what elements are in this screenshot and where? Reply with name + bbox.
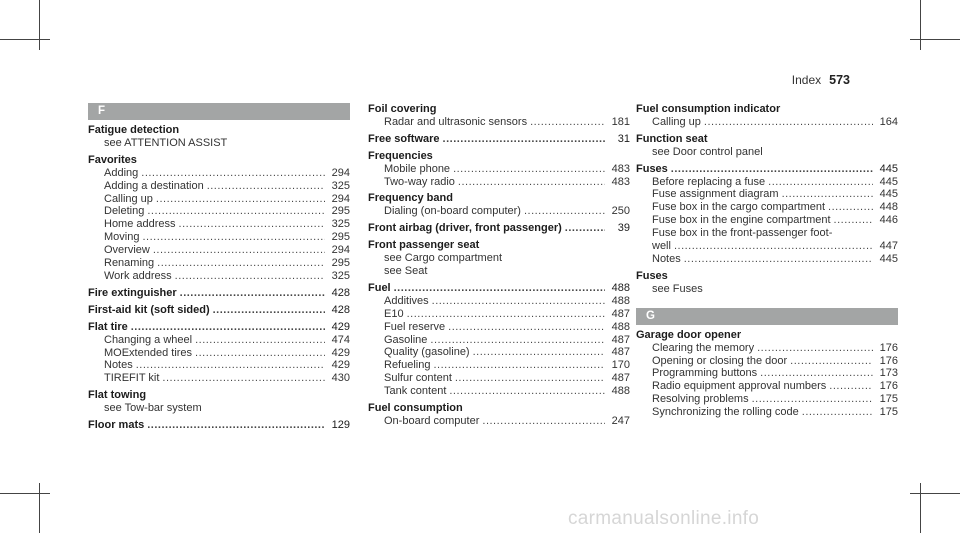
index-entry xyxy=(368,150,630,189)
see-reference[interactable]: see Cargo compartment xyxy=(384,252,502,265)
sub-entry-text: Overview xyxy=(104,244,150,257)
entry-heading[interactable] xyxy=(636,270,898,283)
leader-dots xyxy=(142,231,325,244)
leader-dots xyxy=(565,222,605,235)
leader-dots xyxy=(131,321,325,334)
page-ref[interactable]: 295 xyxy=(331,257,350,270)
crop-mark xyxy=(910,493,960,494)
sub-entry[interactable] xyxy=(636,176,898,189)
sub-entry[interactable] xyxy=(368,321,630,334)
page-ref[interactable]: 488 xyxy=(611,385,630,398)
header-label: Index xyxy=(791,73,822,87)
entry-heading[interactable] xyxy=(88,321,350,334)
sub-entry[interactable] xyxy=(368,346,630,359)
sub-entry[interactable] xyxy=(636,188,898,201)
sub-entry-text: Fuse box in the front-passenger foot- xyxy=(652,227,833,240)
entry-heading[interactable] xyxy=(88,124,350,137)
page-ref[interactable]: 445 xyxy=(879,162,898,175)
index-entry xyxy=(88,389,350,415)
page-ref[interactable]: 488 xyxy=(611,320,630,333)
entry-heading-text: Foil covering xyxy=(368,103,437,115)
sub-entry-text: Gasoline xyxy=(384,333,428,346)
sub-entry-text: Synchronizing the rolling code xyxy=(652,406,799,419)
leader-dots xyxy=(448,321,605,334)
sub-entry[interactable] xyxy=(88,347,350,360)
entry-heading[interactable] xyxy=(88,389,350,402)
sub-entry[interactable] xyxy=(368,385,630,398)
sub-entry-text: Clearing the memory xyxy=(652,341,755,354)
entry-heading[interactable] xyxy=(368,150,630,163)
sub-entry[interactable] xyxy=(368,205,630,218)
sub-entry[interactable] xyxy=(88,372,350,385)
index-entry xyxy=(636,163,898,266)
sub-entry[interactable] xyxy=(636,355,898,368)
page-ref[interactable]: 445 xyxy=(879,175,898,188)
entry-heading-text: First-aid kit (soft sided) xyxy=(88,303,210,316)
sub-entry[interactable] xyxy=(636,393,898,406)
leader-dots xyxy=(757,342,873,355)
entry-heading-text: Fuel consumption xyxy=(368,402,463,415)
sub-entry-text: Home address xyxy=(104,218,176,231)
leader-dots xyxy=(453,163,605,176)
page-ref[interactable]: 31 xyxy=(617,132,630,145)
index-entry xyxy=(88,124,350,150)
page-ref[interactable]: 487 xyxy=(611,372,630,385)
leader-dots xyxy=(175,270,325,283)
index-entry xyxy=(636,270,898,296)
entry-heading[interactable] xyxy=(636,329,898,342)
page-ref[interactable]: 487 xyxy=(611,333,630,346)
page-ref[interactable]: 429 xyxy=(331,346,350,359)
sub-entry-text: Quality (gasoline) xyxy=(384,346,470,359)
see-reference[interactable]: see Fuses xyxy=(652,282,703,295)
page-ref[interactable]: 447 xyxy=(879,240,898,253)
index-column-3 xyxy=(636,103,898,419)
sub-entry[interactable] xyxy=(88,180,350,193)
page-ref[interactable]: 294 xyxy=(331,166,350,179)
sub-entry-text: TIREFIT kit xyxy=(104,372,160,385)
entry-heading[interactable] xyxy=(88,419,350,432)
entry-heading-text: Flat towing xyxy=(88,389,147,402)
index-entry xyxy=(88,154,350,283)
leader-dots xyxy=(829,380,873,393)
sub-entry-text: Resolving problems xyxy=(652,393,749,406)
page-ref[interactable]: 164 xyxy=(879,115,898,128)
sub-entry-text: Before replacing a fuse xyxy=(652,175,766,188)
leader-dots xyxy=(141,167,325,180)
sub-entry-text: Radio equipment approval numbers xyxy=(652,380,827,393)
leader-dots xyxy=(147,205,325,218)
index-entry xyxy=(368,239,630,278)
leader-dots xyxy=(195,347,325,360)
watermark: carmanualsonline.info xyxy=(568,508,760,529)
entry-heading-text: Fuel consumption indicator xyxy=(636,103,781,115)
sub-entry[interactable] xyxy=(88,359,350,372)
sub-entry-text: Work address xyxy=(104,269,172,282)
leader-dots xyxy=(790,355,873,368)
page-ref[interactable]: 325 xyxy=(331,218,350,231)
sub-entry[interactable] xyxy=(368,359,630,372)
leader-dots xyxy=(153,244,325,257)
leader-dots xyxy=(156,193,325,206)
page-ref[interactable]: 474 xyxy=(331,333,350,346)
page-ref[interactable]: 250 xyxy=(611,205,630,218)
leader-dots xyxy=(162,372,325,385)
entry-heading[interactable] xyxy=(88,287,350,300)
sub-entry[interactable] xyxy=(368,295,630,308)
sub-entry[interactable] xyxy=(636,342,898,355)
sub-entry[interactable] xyxy=(636,214,898,227)
entry-heading[interactable] xyxy=(368,402,630,415)
sub-entry[interactable] xyxy=(636,240,898,253)
entry-heading[interactable] xyxy=(368,282,630,295)
index-entry xyxy=(368,222,630,235)
crop-mark xyxy=(0,493,50,494)
index-entry xyxy=(636,329,898,419)
leader-dots xyxy=(407,308,605,321)
leader-dots xyxy=(482,415,605,428)
entry-heading-text: Front airbag (driver, front passenger) xyxy=(368,222,562,235)
index-entry xyxy=(368,282,630,398)
sub-entry[interactable] xyxy=(368,116,630,129)
sub-entry-text: Additives xyxy=(384,294,429,307)
entry-heading[interactable] xyxy=(88,154,350,167)
leader-dots xyxy=(524,205,605,218)
page-ref[interactable]: 430 xyxy=(331,372,350,385)
index-entry xyxy=(636,103,898,129)
see-reference[interactable]: see Door control panel xyxy=(652,145,763,158)
leader-dots xyxy=(752,393,873,406)
page-ref[interactable]: 175 xyxy=(879,406,898,419)
sub-entry-text: Calling up xyxy=(652,115,701,128)
entry-heading-text: Free software xyxy=(368,132,440,145)
page-ref[interactable]: 247 xyxy=(611,414,630,427)
entry-heading[interactable] xyxy=(88,304,350,317)
leader-dots xyxy=(782,188,873,201)
leader-dots xyxy=(530,116,605,129)
page-ref[interactable]: 483 xyxy=(611,175,630,188)
sub-entry-text: Adding a destination xyxy=(104,179,204,192)
leader-dots xyxy=(207,180,325,193)
sub-entry-text: Adding xyxy=(104,166,139,179)
sub-entry[interactable] xyxy=(368,163,630,176)
sub-entry-text: Calling up xyxy=(104,192,153,205)
page-ref[interactable]: 173 xyxy=(879,367,898,380)
leader-dots xyxy=(432,295,605,308)
entry-heading-text: Frequencies xyxy=(368,149,433,162)
page-ref[interactable]: 325 xyxy=(331,269,350,282)
entry-heading[interactable] xyxy=(636,103,898,116)
sub-entry-text: On-board computer xyxy=(384,414,480,427)
index-entry xyxy=(368,402,630,428)
leader-dots xyxy=(195,334,325,347)
page-ref[interactable]: 488 xyxy=(611,294,630,307)
page-ref[interactable]: 487 xyxy=(611,307,630,320)
index-entry xyxy=(368,103,630,129)
index-entry xyxy=(88,321,350,386)
sub-entry[interactable] xyxy=(88,270,350,283)
sub-entry[interactable] xyxy=(636,201,898,214)
sub-entry-text: Two-way radio xyxy=(384,175,455,188)
leader-dots xyxy=(704,116,873,129)
leader-dots xyxy=(828,201,873,214)
sub-entry[interactable] xyxy=(88,257,350,270)
leader-dots xyxy=(768,176,873,189)
section-header-f: F xyxy=(88,103,350,120)
leader-dots xyxy=(157,257,325,270)
sub-entry-text: Renaming xyxy=(104,257,155,270)
entry-heading-text: Flat tire xyxy=(88,320,128,333)
sub-entry-text: Fuel reserve xyxy=(384,320,446,333)
crop-mark xyxy=(39,0,40,50)
page-ref[interactable]: 39 xyxy=(617,222,630,235)
crop-mark xyxy=(0,39,50,40)
sub-entry-text: Sulfur content xyxy=(384,372,452,385)
page-header xyxy=(792,73,850,87)
page-ref[interactable]: 175 xyxy=(879,393,898,406)
leader-dots xyxy=(430,334,605,347)
page-ref[interactable]: 129 xyxy=(331,419,350,432)
leader-dots xyxy=(394,282,605,295)
sub-entry-text: Refueling xyxy=(384,359,431,372)
page-ref[interactable]: 445 xyxy=(879,252,898,265)
sub-entry-text: Fuse box in the engine compartment xyxy=(652,214,831,227)
sub-entry[interactable] xyxy=(636,406,898,419)
page-ref[interactable]: 446 xyxy=(879,214,898,227)
page-ref[interactable]: 181 xyxy=(611,115,630,128)
entry-heading[interactable] xyxy=(368,192,630,205)
leader-dots xyxy=(136,359,325,372)
crop-mark xyxy=(920,0,921,50)
sub-entry-text: Programming buttons xyxy=(652,367,758,380)
page-ref[interactable]: 487 xyxy=(611,346,630,359)
crop-mark xyxy=(920,483,921,533)
sub-entry[interactable] xyxy=(368,334,630,347)
see-reference[interactable]: see Seat xyxy=(384,264,428,277)
sub-entry[interactable] xyxy=(88,334,350,347)
sub-entry-text: Opening or closing the door xyxy=(652,354,788,367)
page-ref[interactable]: 429 xyxy=(331,359,350,372)
entry-heading-text: Fire extinguisher xyxy=(88,286,177,299)
page-ref[interactable]: 429 xyxy=(331,320,350,333)
sub-entry[interactable] xyxy=(636,116,898,129)
page-ref[interactable]: 294 xyxy=(331,192,350,205)
index-entry xyxy=(368,192,630,218)
page-ref[interactable]: 428 xyxy=(331,286,350,299)
sub-entry[interactable] xyxy=(88,205,350,218)
sub-entry-text: Fuse assignment diagram xyxy=(652,188,779,201)
page-ref[interactable]: 488 xyxy=(611,281,630,294)
sub-entry-text: Dialing (on-board computer) xyxy=(384,205,521,218)
leader-dots xyxy=(449,385,605,398)
see-reference[interactable]: see ATTENTION ASSIST xyxy=(104,136,228,149)
leader-dots xyxy=(674,240,873,253)
entry-heading-text: Fuel xyxy=(368,281,391,294)
leader-dots xyxy=(834,214,873,227)
entry-heading[interactable] xyxy=(636,133,898,146)
index-entry xyxy=(368,133,630,146)
leader-dots xyxy=(455,372,605,385)
sub-entry[interactable] xyxy=(636,253,898,266)
sub-entry-text: Mobile phone xyxy=(384,162,451,175)
sub-entry-text: MOExtended tires xyxy=(104,346,193,359)
entry-heading-text: Favorites xyxy=(88,153,137,166)
page-number: 573 xyxy=(829,73,850,87)
entry-heading[interactable] xyxy=(636,163,898,176)
page-ref[interactable]: 294 xyxy=(331,244,350,257)
sub-entry[interactable] xyxy=(636,380,898,393)
index-column-2 xyxy=(368,103,630,428)
sub-entry[interactable] xyxy=(88,244,350,257)
sub-entry[interactable] xyxy=(636,367,898,380)
entry-heading-text: Floor mats xyxy=(88,419,145,432)
page-ref[interactable]: 176 xyxy=(879,380,898,393)
sub-entry[interactable] xyxy=(368,176,630,189)
leader-dots xyxy=(443,133,605,146)
sub-entry-text: Notes xyxy=(652,252,681,265)
entry-heading[interactable] xyxy=(368,103,630,116)
leader-dots xyxy=(473,346,605,359)
index-entry xyxy=(88,419,350,432)
page-ref[interactable]: 176 xyxy=(879,354,898,367)
leader-dots xyxy=(147,419,325,432)
page-ref[interactable]: 428 xyxy=(331,303,350,316)
page-ref[interactable]: 483 xyxy=(611,162,630,175)
page-ref[interactable]: 295 xyxy=(331,205,350,218)
sub-entry[interactable] xyxy=(88,218,350,231)
entry-heading-text: Front passenger seat xyxy=(368,239,480,252)
page-ref[interactable]: 295 xyxy=(331,231,350,244)
sub-entry[interactable] xyxy=(368,415,630,428)
leader-dots xyxy=(433,359,605,372)
sub-entry-text: Deleting xyxy=(104,205,145,218)
see-reference[interactable]: see Tow-bar system xyxy=(104,402,202,415)
entry-heading-text: Fatigue detection xyxy=(88,124,180,136)
sub-entry[interactable] xyxy=(368,308,630,321)
leader-dots xyxy=(802,406,873,419)
page-ref[interactable]: 325 xyxy=(331,179,350,192)
leader-dots xyxy=(458,176,605,189)
entry-heading[interactable] xyxy=(368,222,630,235)
leader-dots xyxy=(179,218,325,231)
sub-entry[interactable] xyxy=(88,231,350,244)
page-ref[interactable]: 448 xyxy=(879,201,898,214)
sub-entry[interactable] xyxy=(88,193,350,206)
entry-heading[interactable] xyxy=(368,239,630,252)
page-ref[interactable]: 170 xyxy=(611,359,630,372)
sub-entry-text: Radar and ultrasonic sensors xyxy=(384,115,528,128)
entry-heading-text: Function seat xyxy=(636,132,708,145)
entry-heading[interactable] xyxy=(368,133,630,146)
page-ref[interactable]: 445 xyxy=(879,188,898,201)
sub-entry[interactable] xyxy=(368,372,630,385)
leader-dots xyxy=(760,367,873,380)
sub-entry-text: well xyxy=(652,240,671,253)
crop-mark xyxy=(910,39,960,40)
sub-entry-text: Moving xyxy=(104,231,140,244)
sub-entry[interactable] xyxy=(88,167,350,180)
index-entry xyxy=(88,287,350,300)
page-ref[interactable]: 176 xyxy=(879,341,898,354)
sub-entry-text: Tank content xyxy=(384,385,447,398)
entry-heading-text: Garage door opener xyxy=(636,328,742,341)
crop-mark xyxy=(39,483,40,533)
sub-entry-text: Fuse box in the cargo compartment xyxy=(652,201,826,214)
entry-heading-text: Fuses xyxy=(636,162,668,175)
leader-dots xyxy=(684,253,873,266)
sub-entry-text: Changing a wheel xyxy=(104,333,193,346)
sub-entry-text: Notes xyxy=(104,359,133,372)
entry-heading-text: Fuses xyxy=(636,269,668,282)
leader-dots xyxy=(180,287,325,300)
section-header-g: G xyxy=(636,308,898,325)
index-entry xyxy=(636,133,898,159)
index-entry xyxy=(88,304,350,317)
sub-entry-text: E10 xyxy=(384,307,404,320)
index-column-1 xyxy=(88,103,350,432)
entry-heading-text: Frequency band xyxy=(368,192,453,205)
leader-dots xyxy=(671,163,873,176)
leader-dots xyxy=(213,304,325,317)
